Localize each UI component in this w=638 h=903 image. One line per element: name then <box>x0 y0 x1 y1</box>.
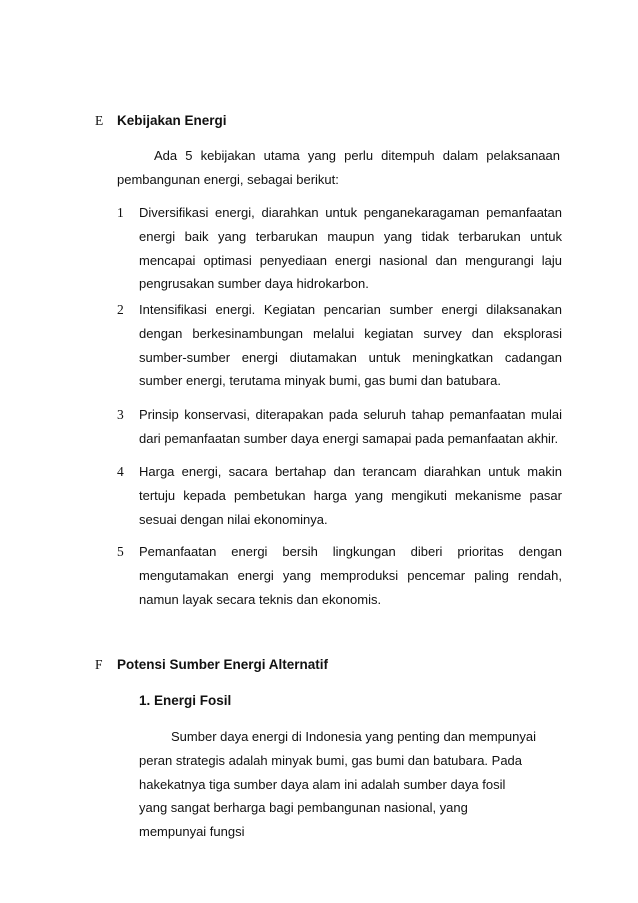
section-e-letter: E <box>95 113 104 128</box>
list-item-number: 5 <box>117 544 124 559</box>
list-item-text: Harga energi, sacara bertahap dan terancam diarahkan untuk makin tertuju kepada pembetukan harga yang mengikuti mekanisme pasar sesuai dengan nilai ekonominya. <box>139 464 562 527</box>
section-f-letter: F <box>95 657 103 672</box>
list-item-text: Prinsip konservasi, diterapakan pada seluruh tahap pemanfaatan mulai dari pemanfaatan sumber daya energi samapai pada pemanfaatan akhir. <box>139 407 562 446</box>
section-e-heading <box>95 113 227 129</box>
list-item <box>117 201 562 296</box>
list-item-number: 2 <box>117 302 124 317</box>
section-f-heading <box>95 657 328 673</box>
section-e-title: Kebijakan Energi <box>117 113 227 128</box>
energi-fosil-paragraph: Sumber daya energi di Indonesia yang penting dan mempunyai peran strategis adalah minyak bumi, gas bumi dan batubara. Pada hakekatnya tiga sumber daya alam ini adalah sumber daya fosil yang sangat berharga bagi pembangunan nasional, yang mempunyai fungsi <box>139 729 536 840</box>
section-e-intro: Ada 5 kebijakan utama yang perlu ditempuh dalam pelaksanaan pembangunan energi, sebagai berikut: <box>117 148 560 187</box>
list-item <box>117 403 562 451</box>
section-f-title: Potensi Sumber Energi Alternatif <box>117 657 329 672</box>
list-item-text: Pemanfaatan energi bersih lingkungan diberi prioritas dengan mengutamakan energi yang memproduksi pencemar paling rendah, namun layak secara teknis dan ekonomis. <box>139 544 562 607</box>
subsection-heading: 1. Energi Fosil <box>139 693 232 708</box>
list-item <box>117 460 562 531</box>
list-item-text: Intensifikasi energi. Kegiatan pencarian sumber energi dilaksanakan dengan berkesinambungan melalui kegiatan survey dan eksplorasi sumber-sumber energi diutamakan untuk meningkatkan cadangan sumber energi, terutama minyak bumi, gas bumi dan batubara. <box>139 302 562 389</box>
list-item-number: 4 <box>117 464 124 479</box>
list-item-number: 3 <box>117 407 124 422</box>
list-item-number: 1 <box>117 205 124 220</box>
list-item-text: Diversifikasi energi, diarahkan untuk penganekaragaman pemanfaatan energi baik yang terbarukan maupun yang tidak terbarukan untuk mencapai optimasi penyediaan energi nasional dan mengurangi laju pengrusakan sumber daya hidrokarbon. <box>139 205 562 292</box>
list-item <box>117 298 562 393</box>
list-item <box>117 540 562 611</box>
